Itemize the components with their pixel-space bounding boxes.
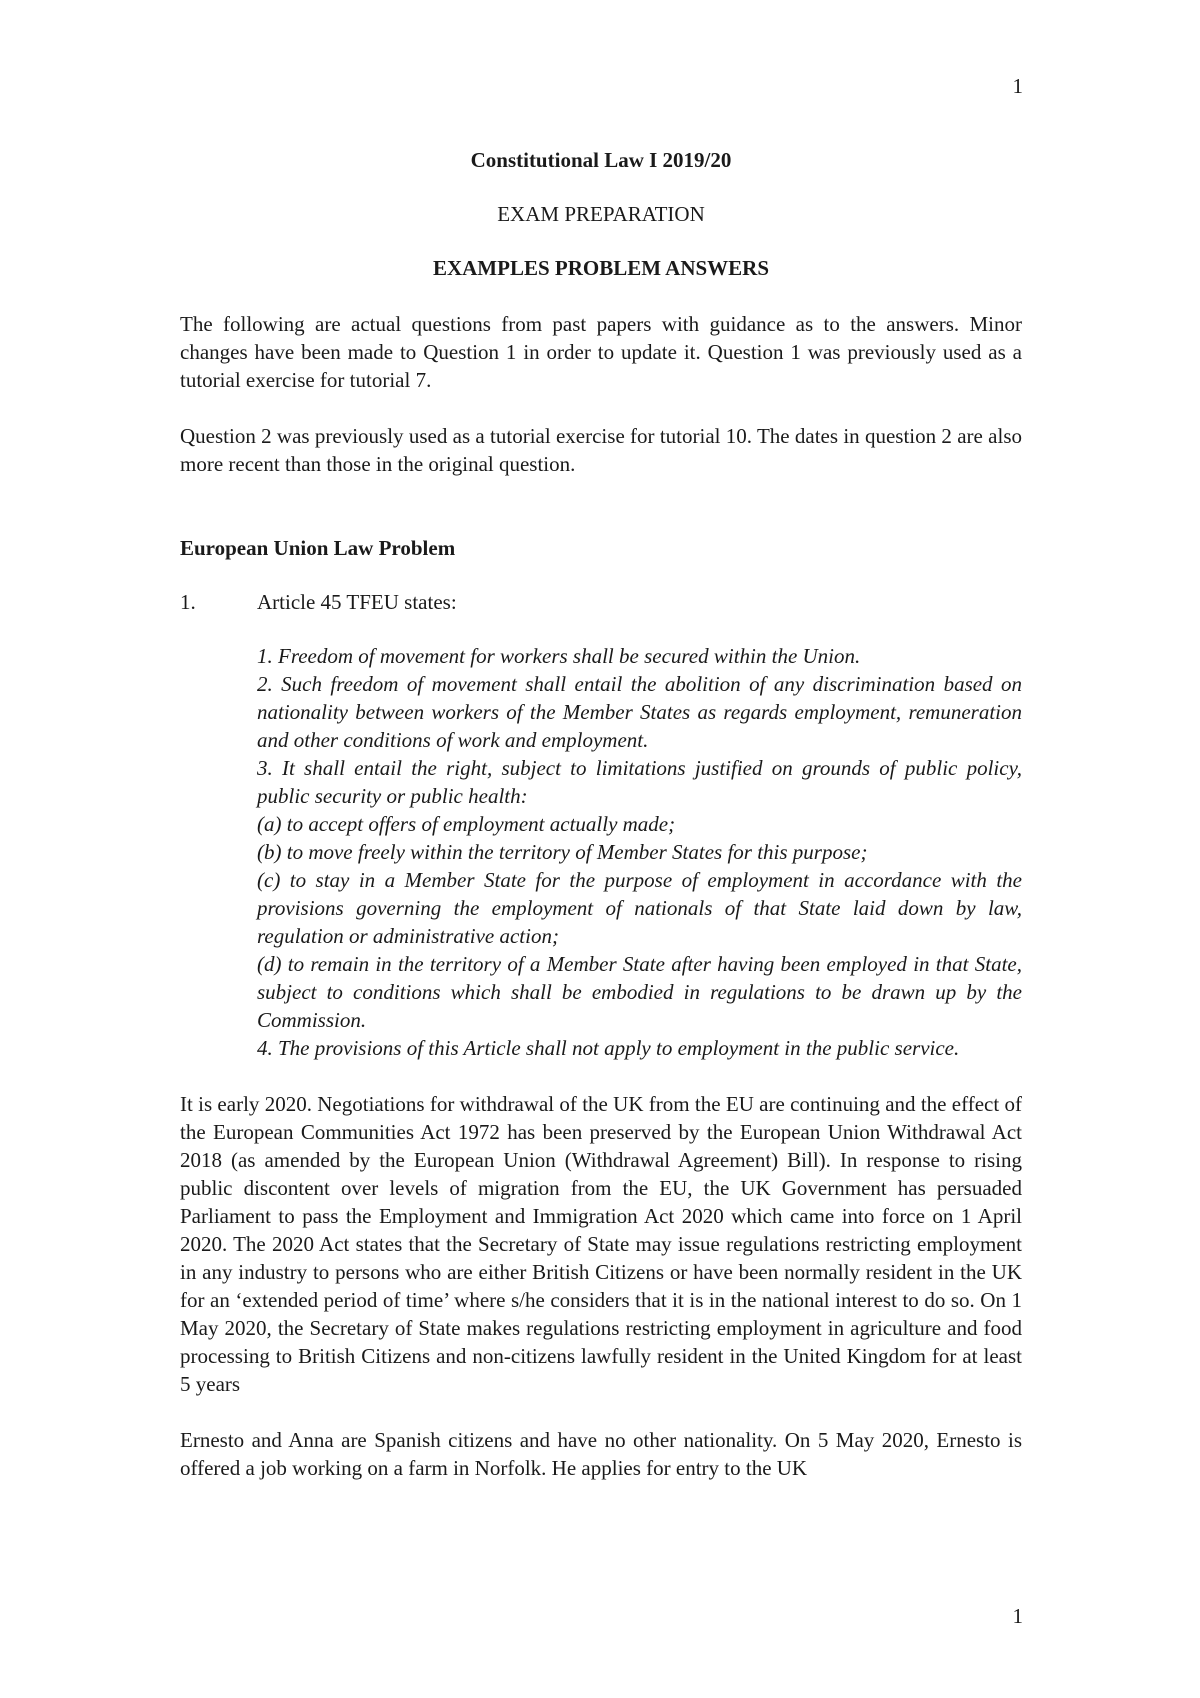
question-number: 1.: [180, 590, 196, 614]
question-lead: Article 45 TFEU states:: [257, 590, 457, 614]
quote-line: (d) to remain in the territory of a Member State after having been employed in that State, subject to conditions which shall be embodied in regulations to be drawn up by the Commission.: [257, 952, 1022, 1032]
quote-line: (b) to move freely within the territory of Member States for this purpose;: [257, 840, 868, 864]
quote-line: (a) to accept offers of employment actually made;: [257, 812, 676, 836]
intro-paragraph: The following are actual questions from past papers with guidance as to the answers. Minor changes have been made to Question 1 in order to update it. Question 1 was previously used as a tutorial exercise for tutorial 7.: [180, 312, 1022, 392]
page-number-bottom: 1: [1012, 1604, 1023, 1628]
quote-line: 4. The provisions of this Article shall not apply to employment in the public service.: [257, 1036, 960, 1060]
quote-line: 1. Freedom of movement for workers shall be secured within the Union.: [257, 644, 861, 668]
page-number-top: 1: [1012, 74, 1023, 98]
article-quote: [257, 642, 1022, 1062]
quote-line: 2. Such freedom of movement shall entail the abolition of any discrimination based on nationality between workers of the Member States as regards employment, remuneration and other conditions of work and employment.: [257, 672, 1022, 752]
document-title: Constitutional Law I 2019/20: [470, 148, 732, 172]
section-heading: European Union Law Problem: [180, 536, 456, 560]
quote-line: (c) to stay in a Member State for the purpose of employment in accordance with the provisions governing the employment of nationals of that State laid down by law, regulation or administrative action;: [257, 868, 1022, 948]
question-line: [180, 588, 1022, 616]
body-paragraph: Ernesto and Anna are Spanish citizens and have no other nationality. On 5 May 2020, Ernesto is offered a job working on a farm in Norfolk. He applies for entry to the UK: [180, 1428, 1022, 1480]
document-body: [180, 146, 1022, 1482]
body-paragraph: It is early 2020. Negotiations for withdrawal of the UK from the EU are continuing and the effect of the European Communities Act 1972 has been preserved by the European Union Withdrawal Act 2018 (as amended by the European Union (Withdrawal Agreement) Bill). In response to rising public discontent over levels of migration from the EU, the UK Government has persuaded Parliament to pass the Employment and Immigration Act 2020 which came into force on 1 April 2020. The 2020 Act states that the Secretary of State may issue regulations restricting employment in any industry to persons who are either British Citizens or have been normally resident in the UK for an ‘extended period of time’ where s/he considers that it is in the national interest to do so. On 1 May 2020, the Secretary of State makes regulations restricting employment in agriculture and food processing to British Citizens and non-citizens lawfully resident in the United Kingdom for at least 5 years: [180, 1092, 1022, 1396]
quote-line: 3. It shall entail the right, subject to limitations justified on grounds of public policy, public security or public health:: [257, 756, 1022, 808]
document-subtitle: EXAM PREPARATION: [497, 202, 705, 226]
document-subtitle-2: EXAMPLES PROBLEM ANSWERS: [432, 256, 770, 280]
intro-paragraph: Question 2 was previously used as a tutorial exercise for tutorial 10. The dates in question 2 are also more recent than those in the original question.: [180, 424, 1022, 476]
